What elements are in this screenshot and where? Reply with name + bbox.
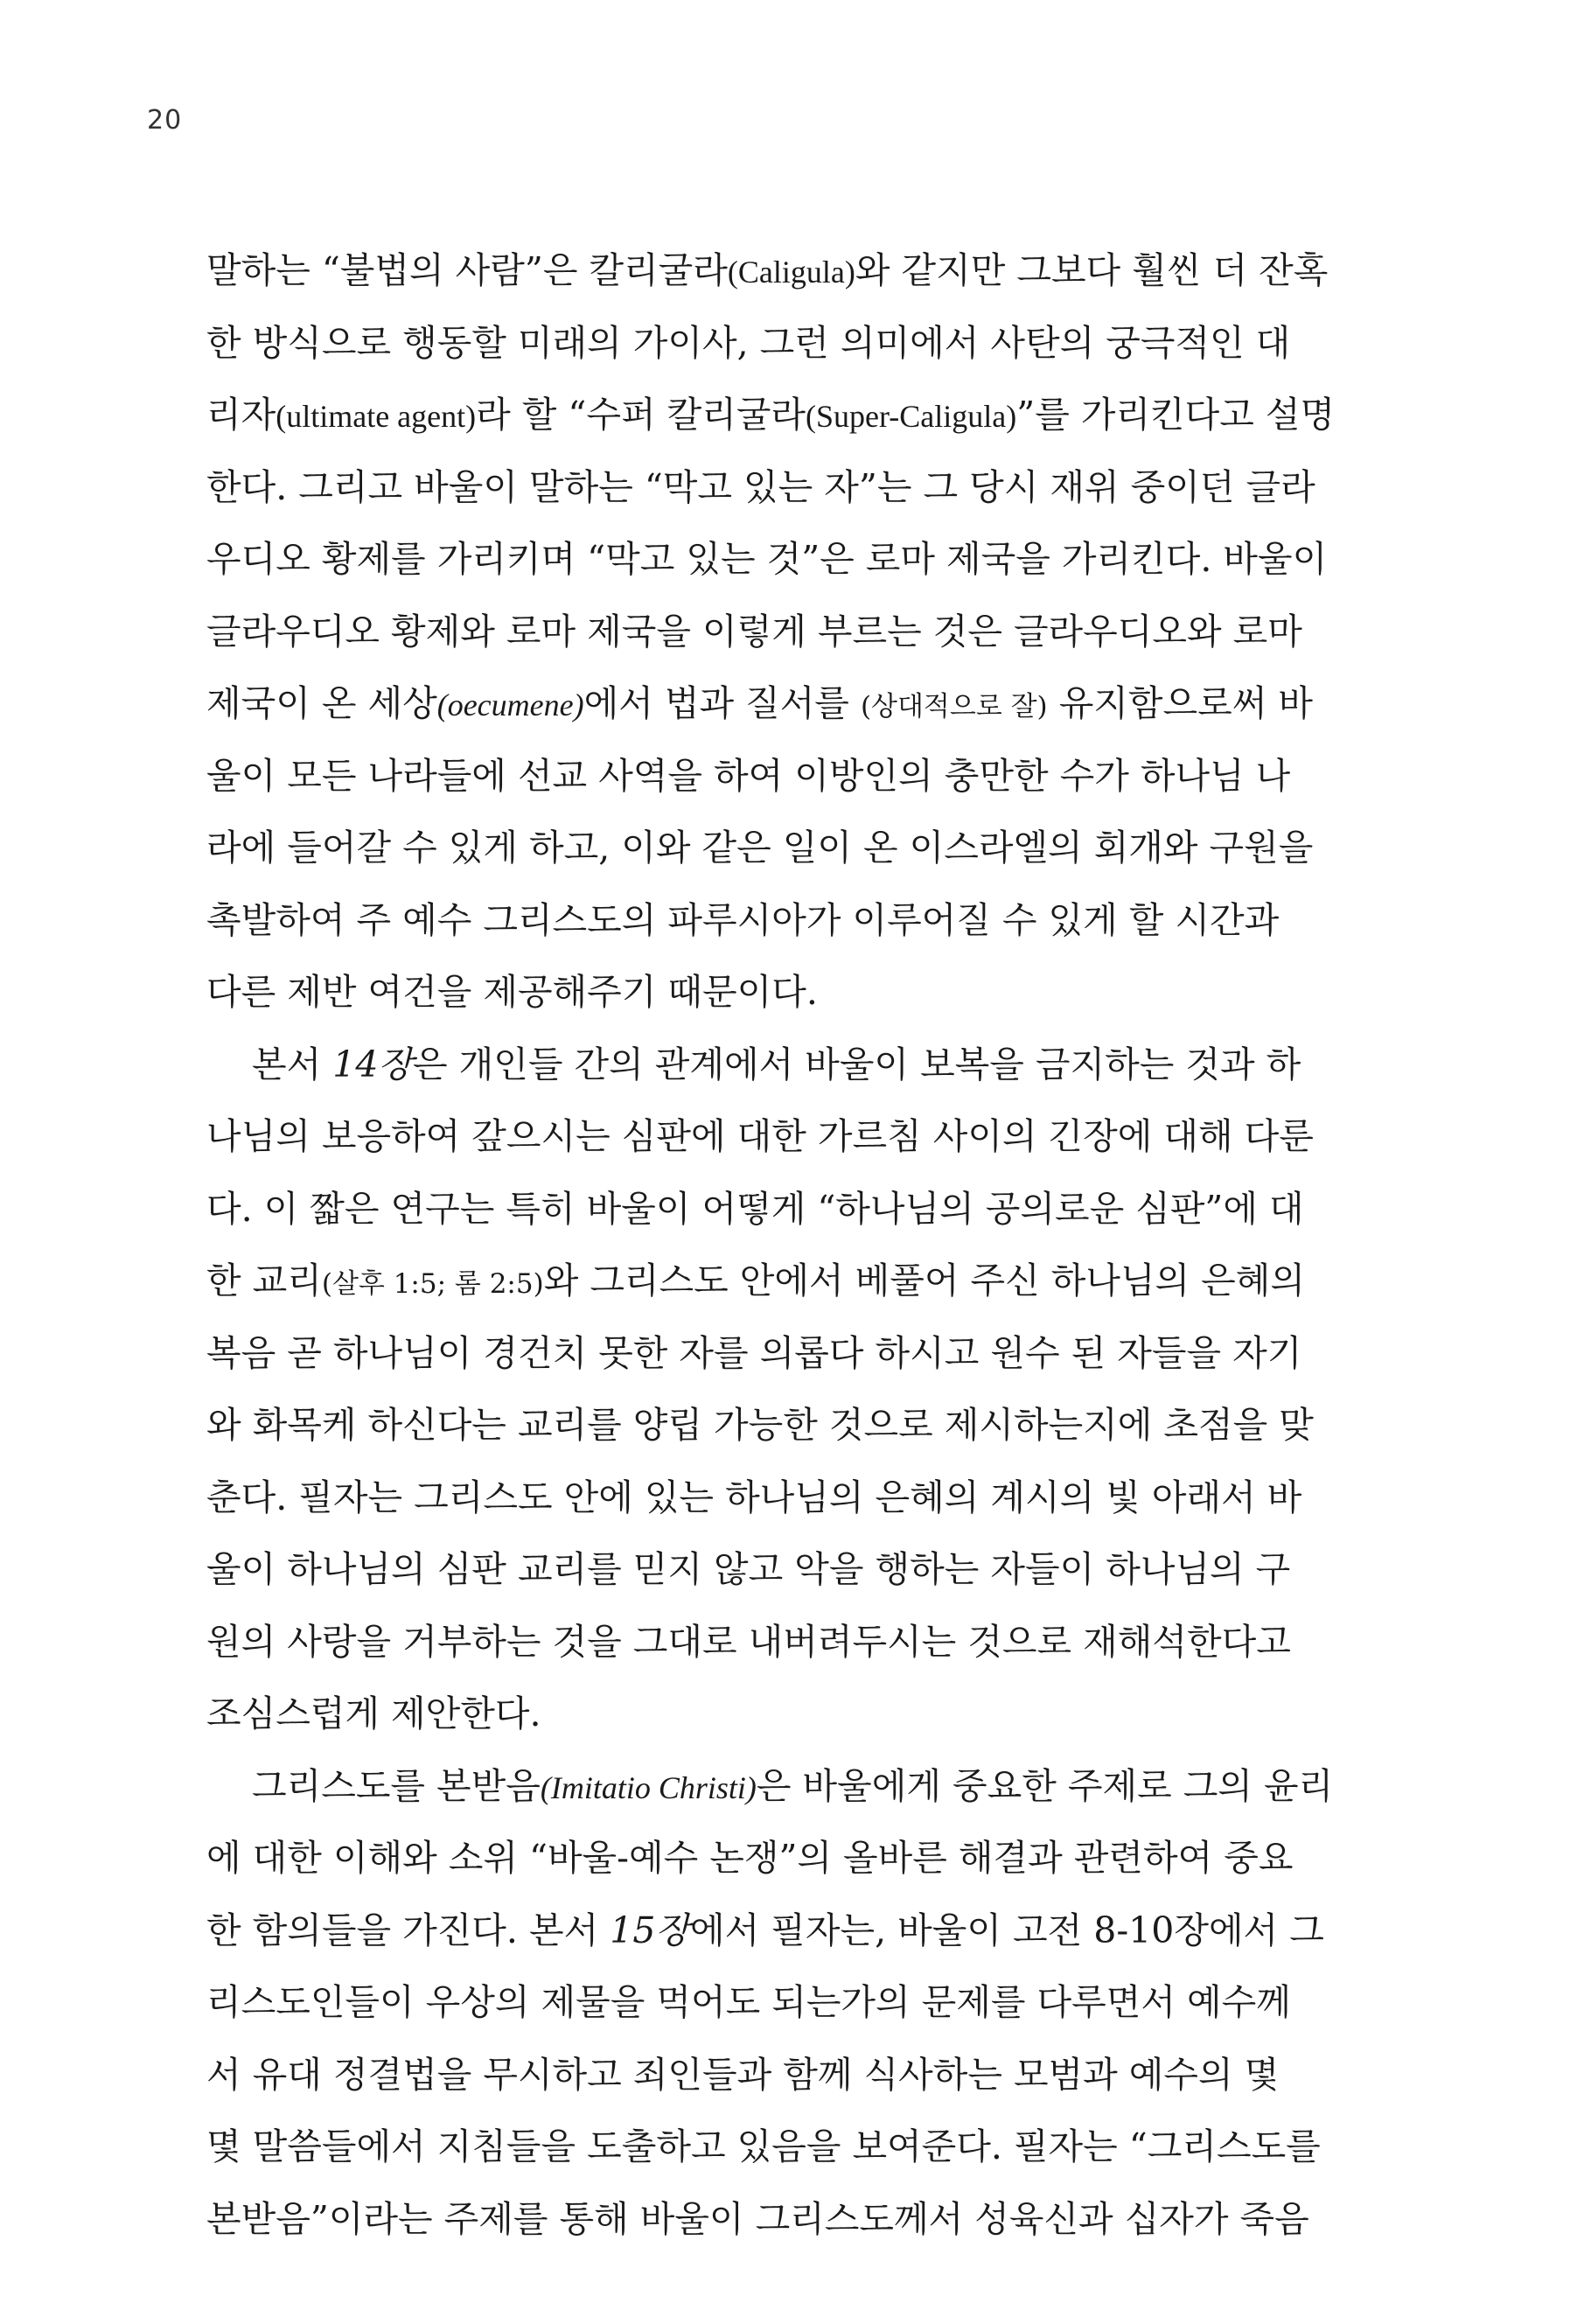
text-line: 촉발하여 주 예수 그리스도의 파루시아가 이루어질 수 있게 할 시간과 bbox=[206, 898, 1280, 941]
text-run: 리자 bbox=[206, 394, 276, 436]
text-line: 다. 이 짧은 연구는 특히 바울이 어떻게 “하나님의 공의로운 심판”에 대 bbox=[206, 1187, 1304, 1230]
text-run: 와 같지만 그보다 훨씬 더 잔혹 bbox=[855, 249, 1329, 291]
text-run: 제국이 온 세상 bbox=[206, 682, 437, 724]
text-line: 리스도인들이 우상의 제물을 먹어도 되는가의 문제를 다루면서 예수께 bbox=[206, 1981, 1291, 2023]
text-line bbox=[206, 234, 1335, 307]
scripture-reference: (살후 1:5; 롬 2:5) bbox=[321, 1268, 544, 1300]
text-line bbox=[206, 1750, 1335, 1823]
text-line: 울이 모든 나라들에 선교 사역을 하여 이방인의 충만한 수가 하나님 나 bbox=[206, 754, 1291, 797]
text-run: 에서 법과 질서를 bbox=[583, 682, 861, 724]
text-run: 본서 bbox=[252, 1043, 333, 1085]
text-run: 에서 필자는, 바울이 고전 8-10장에서 그 bbox=[690, 1909, 1324, 1951]
text-run: 말하는 “불법의 사람”은 칼리굴라 bbox=[206, 249, 728, 291]
text-run: 그리스도를 본받음 bbox=[252, 1764, 541, 1807]
text-line: 복음 곧 하나님이 경건치 못한 자를 의롭다 하시고 원수 된 자들을 자기 bbox=[206, 1331, 1302, 1374]
text-run: 한 함의들을 가진다. 본서 bbox=[206, 1909, 611, 1951]
text-line: 울이 하나님의 심판 교리를 믿지 않고 악을 행하는 자들이 하나님의 구 bbox=[206, 1548, 1291, 1590]
text-line bbox=[206, 667, 1335, 740]
text-line: 와 화목케 하신다는 교리를 양립 가능한 것으로 제시하는지에 초점을 맞 bbox=[206, 1404, 1314, 1446]
parenthetical-note: (상대적으로 잘) bbox=[860, 691, 1048, 722]
text-run: 은 개인들 간의 관계에서 바울이 보복을 금지하는 것과 하 bbox=[413, 1043, 1301, 1085]
text-run: 은 바울에게 중요한 주제로 그의 윤리 bbox=[756, 1764, 1334, 1807]
text-line: 춘다. 필자는 그리스도 안에 있는 하나님의 은혜의 계시의 빛 아래서 바 bbox=[206, 1476, 1302, 1518]
latin-term: (oecumene) bbox=[436, 687, 584, 722]
text-line: 원의 사랑을 거부하는 것을 그대로 내버려두시는 것으로 재해석한다고 bbox=[206, 1620, 1291, 1663]
text-line: 라에 들어갈 수 있게 하고, 이와 같은 일이 온 이스라엘의 회개와 구원을 bbox=[206, 827, 1314, 869]
text-line bbox=[206, 379, 1335, 451]
text-line: 한 방식으로 행동할 미래의 가이사, 그런 의미에서 사탄의 궁극적인 대 bbox=[206, 321, 1291, 364]
latin-term: (Super-Caligula) bbox=[806, 399, 1017, 434]
chapter-reference: 15장 bbox=[610, 1909, 691, 1951]
text-line: 서 유대 정결법을 무시하고 죄인들과 함께 식사하는 모범과 예수의 몇 bbox=[206, 2053, 1280, 2096]
page-number: 20 bbox=[147, 105, 183, 136]
text-line: 한다. 그리고 바울이 말하는 “막고 있는 자”는 그 당시 재위 중이던 글라 bbox=[206, 465, 1315, 508]
text-line: 본받음”이라는 주제를 통해 바울이 그리스도께서 성육신과 십자가 죽음 bbox=[206, 2197, 1309, 2240]
text-line: 다른 제반 여건을 제공해주기 때문이다. bbox=[206, 971, 818, 1013]
latin-term: (Imitatio Christi) bbox=[540, 1769, 757, 1805]
text-line: 조심스럽게 제안한다. bbox=[206, 1692, 541, 1734]
text-run: ”를 가리킨다고 설명 bbox=[1016, 394, 1335, 436]
text-run: 한 교리 bbox=[206, 1260, 322, 1302]
text-line: 우디오 황제를 가리키며 “막고 있는 것”은 로마 제국을 가리킨다. 바울이 bbox=[206, 538, 1328, 580]
chapter-reference: 14장 bbox=[332, 1043, 414, 1085]
text-run: 와 그리스도 안에서 베풀어 주신 하나님의 은혜의 bbox=[543, 1260, 1306, 1302]
latin-term: (Caligula) bbox=[727, 255, 855, 290]
text-run: 유지함으로써 바 bbox=[1047, 682, 1313, 724]
text-line bbox=[206, 1029, 1335, 1101]
text-line bbox=[206, 1895, 1335, 1967]
text-line bbox=[206, 1245, 1335, 1317]
text-line: 에 대한 이해와 소위 “바울-예수 논쟁”의 올바른 해결과 관련하여 중요 bbox=[206, 1837, 1294, 1879]
text-line: 나님의 보응하여 갚으시는 심판에 대한 가르침 사이의 긴장에 대해 다룬 bbox=[206, 1115, 1314, 1157]
latin-term: (ultimate agent) bbox=[276, 399, 477, 434]
body-text bbox=[206, 234, 1335, 2255]
text-run: 라 할 “수퍼 칼리굴라 bbox=[476, 394, 806, 436]
text-line: 글라우디오 황제와 로마 제국을 이렇게 부르는 것은 글라우디오와 로마 bbox=[206, 610, 1302, 653]
text-line: 몇 말씀들에서 지침들을 도출하고 있음을 보여준다. 필자는 “그리스도를 bbox=[206, 2125, 1321, 2167]
